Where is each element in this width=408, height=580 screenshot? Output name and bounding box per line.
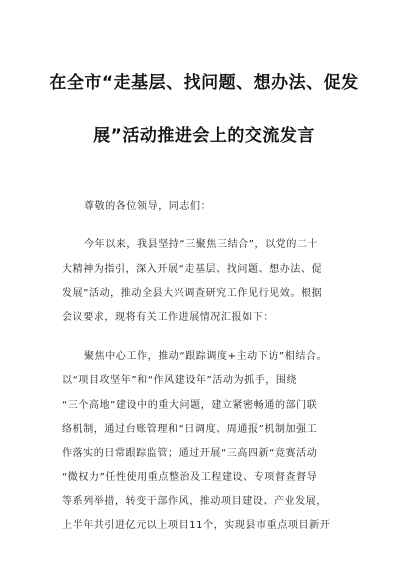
document-title-line-2: 展”活动推进会上的交流发言 (93, 126, 315, 146)
paragraph-1-line: 会议要求，现将有关工作进展情况汇报如下： (62, 312, 274, 323)
paragraph-1-line: 发展”活动，推动全县大兴调查研究工作见行见效。根据 (62, 288, 323, 299)
document-title-line-1: 在全市“走基层、找问题、想办法、促发 (49, 73, 359, 93)
paragraph-2-line: 络机制，通过台账管理和“日调度、周通报”机制加强工 (62, 424, 318, 435)
paragraph-2-line: 作落实的日常跟踪监管；通过开展“三高四新”竞赛活动 (62, 448, 318, 459)
paragraph-1-line: 大精神为指引，深入开展“走基层、找问题、想办法、促 (62, 264, 323, 275)
salutation: 尊敬的各位领导，同志们： (84, 201, 212, 212)
paragraph-2-line: 等系列举措，转变干部作风，推动项目建设、产业发展， (62, 496, 327, 507)
paragraph-1-line: 今年以来，我县坚持“三聚焦三结合”，以党的二十 (84, 239, 319, 250)
paragraph-2-line: 聚焦中心工作，推动“跟踪调度+主动下访”相结合。 (84, 351, 328, 362)
paragraph-2-line: 以“项目攻坚年”和“作风建设年”活动为抓手，围绕 (62, 375, 298, 386)
paragraph-2-line: 上半年共引进亿元以上项目11个，实现县市重点项目新开 (62, 520, 331, 531)
paragraph-2-line: “微权力”任性使用重点整治及工程建设、专项督查督导 (62, 472, 318, 483)
paragraph-2-line: “三个高地”建设中的重大问题，建立紧密畅通的部门联 (62, 400, 318, 411)
